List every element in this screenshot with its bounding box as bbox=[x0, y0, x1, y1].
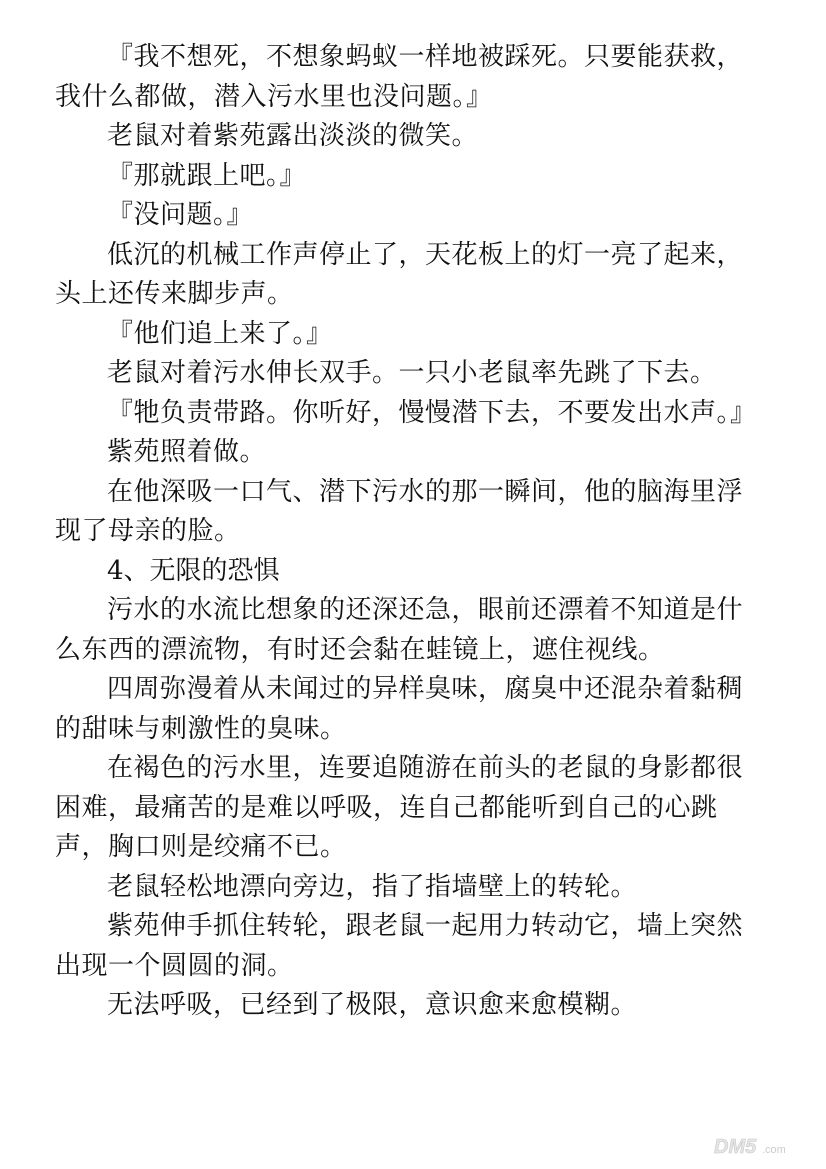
paragraph: 在他深吸一口气、潜下污水的那一瞬间，他的脑海里浮现了母亲的脸。 bbox=[55, 476, 744, 546]
paragraph: 四周弥漫着从未闻过的异样臭味，腐臭中还混杂着黏稠的甜味与刺激性的臭味。 bbox=[55, 674, 744, 744]
paragraph: 老鼠对着污水伸长双手。一只小老鼠率先跳了下去。 bbox=[107, 358, 717, 388]
document-page bbox=[55, 38, 755, 1026]
paragraph: 老鼠轻松地漂向旁边，指了指墙壁上的转轮。 bbox=[107, 871, 638, 902]
paragraph: 『那就跟上吧。』 bbox=[107, 160, 307, 191]
paragraph: 老鼠对着紫苑露出淡淡的微笑。 bbox=[107, 121, 479, 151]
paragraph: 低沉的机械工作声停止了，天花板上的灯一亮了起来，头上还传来脚步声。 bbox=[55, 239, 744, 309]
paragraph: 『没问题。』 bbox=[107, 200, 254, 230]
svg-text:.com: .com bbox=[762, 1144, 786, 1156]
paragraph: 『牠负责带路。你听好，慢慢潜下去，不要发出水声。』 bbox=[107, 397, 757, 428]
paragraph: 『他们追上来了。』 bbox=[107, 318, 333, 349]
paragraph: 紫苑照着做。 bbox=[107, 437, 267, 467]
paragraph: 无法呼吸，已经到了极限，意识愈来愈模糊。 bbox=[107, 990, 638, 1020]
paragraph: 在褐色的污水里，连要追随游在前头的老鼠的身影都很困难，最痛苦的是难以呼吸，连自己都能听到自己的心跳声，胸口则是绞痛不已。 bbox=[55, 753, 744, 862]
section-heading: 4、无限的恐惧 bbox=[107, 555, 280, 586]
watermark-logo bbox=[712, 1131, 812, 1159]
paragraph: 『我不想死，不想象蚂蚁一样地被踩死。只要能获救，我什么都做，潜入污水里也没问题。』 bbox=[55, 42, 744, 112]
svg-text:DM5: DM5 bbox=[714, 1136, 757, 1158]
paragraph: 污水的水流比想象的还深还急，眼前还漂着不知道是什么东西的漂流物，有时还会黏在蛙镜上，遮住视线。 bbox=[55, 595, 744, 665]
paragraph: 紫苑伸手抓住转轮，跟老鼠一起用力转动它，墙上突然出现一个圆圆的洞。 bbox=[55, 911, 744, 981]
